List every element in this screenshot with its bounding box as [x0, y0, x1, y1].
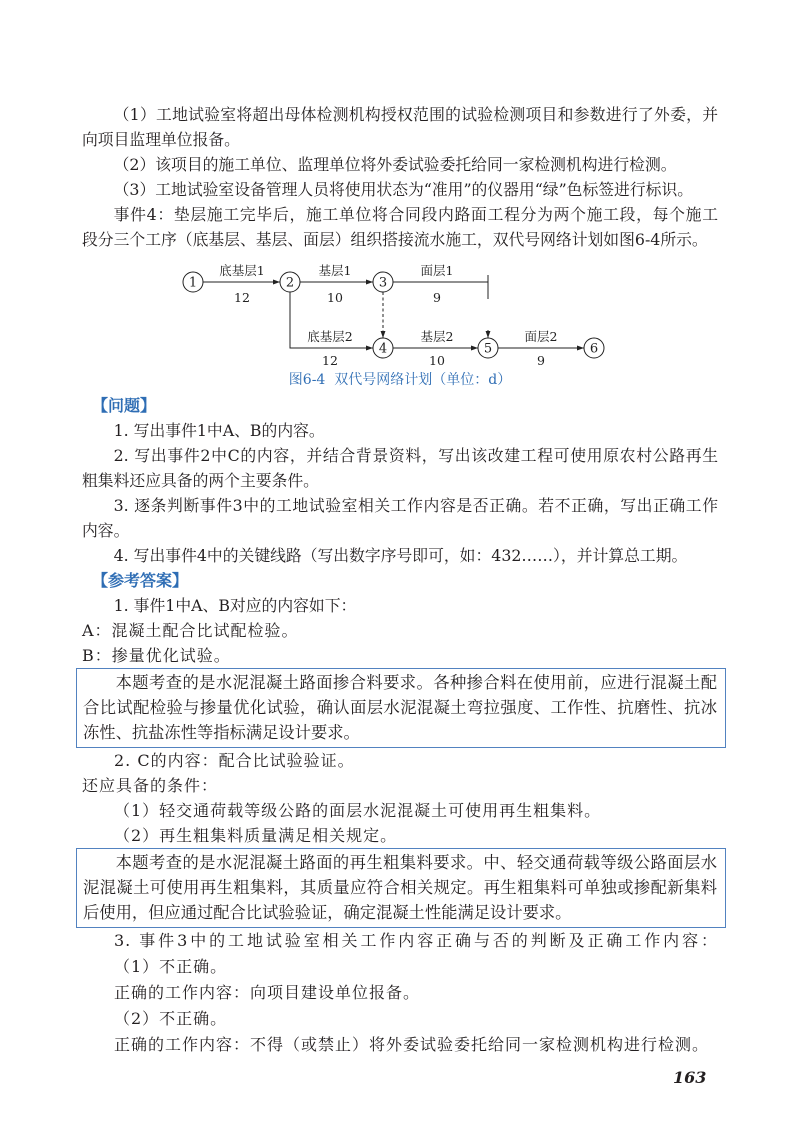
answer-3-item-1-judgement: （1）不正确。 [114, 957, 228, 976]
answer-2-condition-1: （1）轻交通荷载等级公路的面层水泥混凝土可使用再生粗集料。 [114, 801, 602, 820]
question-1-line-1: 1. 写出事件1中A、B的内容。 [113, 421, 325, 440]
answer-1-note-line-2: 合比试配检验与掺量优化试验，确认面层水泥混凝土弯拉强度、工作性、抗磨性、抗冰 [83, 698, 717, 717]
answer-3 [82, 928, 718, 1058]
answer-1-intro: 1. 事件1中A、B对应的内容如下： [113, 596, 357, 615]
activity-1-duration: 12 [234, 290, 250, 305]
answer-2-conditions-label: 还应具备的条件： [82, 776, 219, 795]
network-diagram-figure [82, 252, 718, 368]
event3-item-2-line-1: （2）该项目的施工单位、监理单位将外委试验委托给同一家检测机构进行检测。 [113, 155, 677, 174]
event4-line-1: 事件4：垫层施工完毕后，施工单位将合同段内路面工程分为两个施工段，每个施工 [113, 205, 718, 224]
event4-line-2: 段分三个工序（底基层、基层、面层）组织搭接流水施工，双代号网络计划如图6-4所示。 [82, 230, 708, 249]
event4-paragraph [82, 202, 718, 252]
node-6-label: 6 [589, 341, 599, 357]
question-3-line-1: 3. 逐条判断事件3中的工地试验室相关工作内容是否正确。若不正确，写出正确工作 [113, 496, 718, 515]
event3-item-3 [82, 177, 718, 202]
question-4-line-1: 4. 写出事件4中的关键线路（写出数字序号即可，如：432……），并计算总工期。 [113, 546, 688, 565]
page-number: 163 [673, 1068, 707, 1087]
answer-2-condition-2: （2）再生粗集料质量满足相关规定。 [114, 826, 398, 845]
event3-item-1 [82, 102, 718, 152]
activity-5-duration: 10 [429, 353, 445, 368]
question-2-line-2: 粗集料还应具备的两个主要条件。 [82, 471, 319, 490]
activity-1-name: 底基层1 [219, 263, 265, 278]
figure-caption: 图6-4 双代号网络计划（单位：d） [288, 372, 512, 388]
activity-4-duration: 12 [322, 353, 338, 368]
answer-1-b: B：掺量优化试验。 [82, 646, 231, 665]
activity-6-duration: 9 [537, 353, 545, 368]
event3-item-1-line-1: （1）工地试验室将超出母体检测机构授权范围的试验检测项目和参数进行了外委，并 [113, 105, 718, 124]
network-diagram [82, 252, 718, 368]
event3-item-2 [82, 152, 718, 177]
node-1-label: 1 [188, 275, 198, 291]
activity-3-duration: 9 [433, 290, 441, 305]
question-1 [82, 418, 718, 443]
activity-5-name: 基层2 [420, 329, 454, 344]
answer-3-item-2-judgement: （2）不正确。 [114, 1009, 228, 1028]
question-4 [82, 543, 718, 568]
answer-2-note-box [76, 848, 726, 928]
page-content [82, 102, 718, 1058]
event3-item-1-line-2: 向项目监理单位报备。 [82, 130, 240, 149]
node-2-label: 2 [285, 275, 295, 291]
answer-3-intro: 3. 事件3中的工地试验室相关工作内容正确与否的判断及正确工作内容： [114, 931, 718, 950]
answer-1-note-line-3: 冻性、抗盐冻性等指标满足设计要求。 [83, 723, 360, 742]
activity-6-name: 面层2 [524, 329, 558, 344]
activity-4-name: 底基层2 [307, 329, 353, 344]
answer-2-note-line-1: 本题考查的是水泥混凝土路面的再生粗集料要求。中、轻交通荷载等级公路面层水 [115, 853, 717, 872]
answer-1-note-box [76, 668, 726, 748]
question-3-line-2: 内容。 [82, 521, 130, 540]
question-2 [82, 443, 718, 493]
node-5-label: 5 [483, 341, 493, 357]
activity-2-name: 基层1 [318, 263, 352, 278]
answers-heading: 【参考答案】 [92, 571, 189, 590]
activity-2-duration: 10 [327, 290, 343, 305]
answer-1 [82, 593, 718, 748]
answer-2-note-line-2: 泥混凝土可使用再生粗集料，其质量应符合相关规定。再生粗集料可单独或掺配新集料 [83, 878, 717, 897]
answer-2-c-content: 2. C的内容：配合比试验验证。 [114, 751, 355, 770]
questions-heading: 【问题】 [92, 396, 157, 415]
answer-1-a: A：混凝土配合比试配检验。 [82, 621, 299, 640]
answer-3-item-1-correct: 正确的工作内容：向项目建设单位报备。 [114, 983, 421, 1002]
activity-3-name: 面层1 [420, 263, 454, 278]
question-2-line-1: 2. 写出事件2中C的内容，并结合背景资料，写出该改建工程可使用原农村公路再生 [113, 446, 718, 465]
question-3 [82, 493, 718, 543]
answer-3-item-2-correct: 正确的工作内容：不得（或禁止）将外委试验委托给同一家检测机构进行检测。 [114, 1035, 710, 1054]
answer-1-note-line-1: 本题考查的是水泥混凝土路面掺合料要求。各种掺合料在使用前，应进行混凝土配 [115, 673, 717, 692]
node-4-label: 4 [378, 341, 388, 357]
event3-item-3-line-1: （3）工地试验室设备管理人员将使用状态为“准用”的仪器用“绿”色标签进行标识。 [113, 180, 694, 199]
node-3-label: 3 [378, 275, 388, 291]
answer-2 [82, 748, 718, 928]
answer-2-note-line-3: 后使用，但应通过配合比试验验证，确定混凝土性能满足设计要求。 [83, 903, 572, 922]
